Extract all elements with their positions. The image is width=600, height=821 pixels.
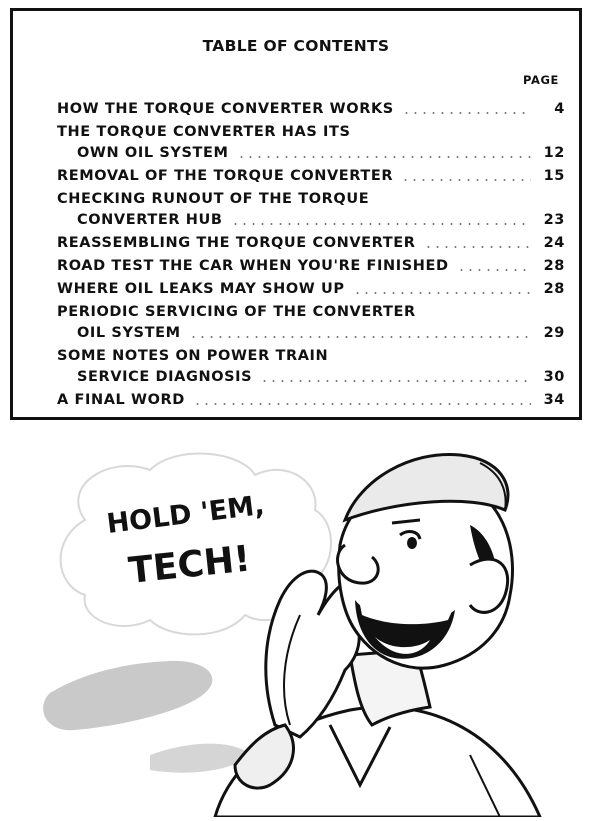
toc-entry-title-line1: THE TORQUE CONVERTER HAS ITS [57, 124, 351, 140]
dot-leader [260, 379, 531, 383]
toc-page-number: 28 [543, 258, 565, 274]
toc-page-number: 28 [543, 281, 565, 297]
toc-page-number: 23 [543, 212, 565, 228]
toc-entry [57, 122, 565, 164]
dot-leader [231, 222, 531, 226]
table-of-contents-box [10, 8, 582, 420]
dot-leader [457, 268, 531, 272]
toc-entry [57, 166, 565, 187]
toc-page-number: 4 [554, 101, 565, 117]
mechanic-cartoon-image [0, 425, 600, 817]
toc-page-number: 34 [543, 392, 565, 408]
toc-entry [57, 99, 565, 120]
toc-page-number: 30 [543, 369, 565, 385]
toc-entry-title-line2: SERVICE DIAGNOSIS [77, 369, 253, 385]
dot-leader [353, 291, 531, 295]
toc-entry-title: REASSEMBLING THE TORQUE CONVERTER [57, 235, 416, 251]
toc-entry-title: WHERE OIL LEAKS MAY SHOW UP [57, 281, 345, 297]
toc-entry-title-line1: PERIODIC SERVICING OF THE CONVERTER [57, 304, 416, 320]
page-column-header: PAGE [523, 73, 559, 87]
toc-entry-title: HOW THE TORQUE CONVERTER WORKS [57, 101, 394, 117]
dot-leader [401, 178, 531, 182]
toc-entry-title-line1: CHECKING RUNOUT OF THE TORQUE [57, 191, 370, 207]
toc-page-number: 12 [543, 145, 565, 161]
dot-leader [189, 335, 531, 339]
toc-entry [57, 279, 565, 300]
bubble-line-1: HOLD 'EM, [105, 489, 267, 540]
cartoon-illustration [0, 425, 600, 817]
toc-title: TABLE OF CONTENTS [202, 37, 390, 55]
toc-entry-title-line2: CONVERTER HUB [77, 212, 223, 228]
toc-entry-title: A FINAL WORD [57, 392, 185, 408]
toc-entry-title-line2: OIL SYSTEM [77, 325, 181, 341]
toc-entry-title: REMOVAL OF THE TORQUE CONVERTER [57, 168, 394, 184]
toc-entry [57, 346, 565, 388]
toc-entry-title-line2: OWN OIL SYSTEM [77, 145, 229, 161]
toc-entry [57, 189, 565, 231]
toc-entry-title-line1: SOME NOTES ON POWER TRAIN [57, 348, 329, 364]
shadow-streak [43, 661, 212, 730]
toc-entry [57, 256, 565, 277]
dot-leader [193, 402, 531, 406]
bubble-line-2: TECH! [126, 538, 253, 592]
toc-entry [57, 233, 565, 254]
toc-page-number: 29 [543, 325, 565, 341]
toc-entries [57, 99, 565, 413]
dot-leader [402, 111, 531, 115]
dot-leader [424, 245, 531, 249]
dot-leader [237, 155, 531, 159]
toc-entry [57, 390, 565, 411]
toc-entry-title: ROAD TEST THE CAR WHEN YOU'RE FINISHED [57, 258, 449, 274]
toc-entry [57, 302, 565, 344]
toc-page-number: 15 [543, 168, 565, 184]
toc-page-number: 24 [543, 235, 565, 251]
